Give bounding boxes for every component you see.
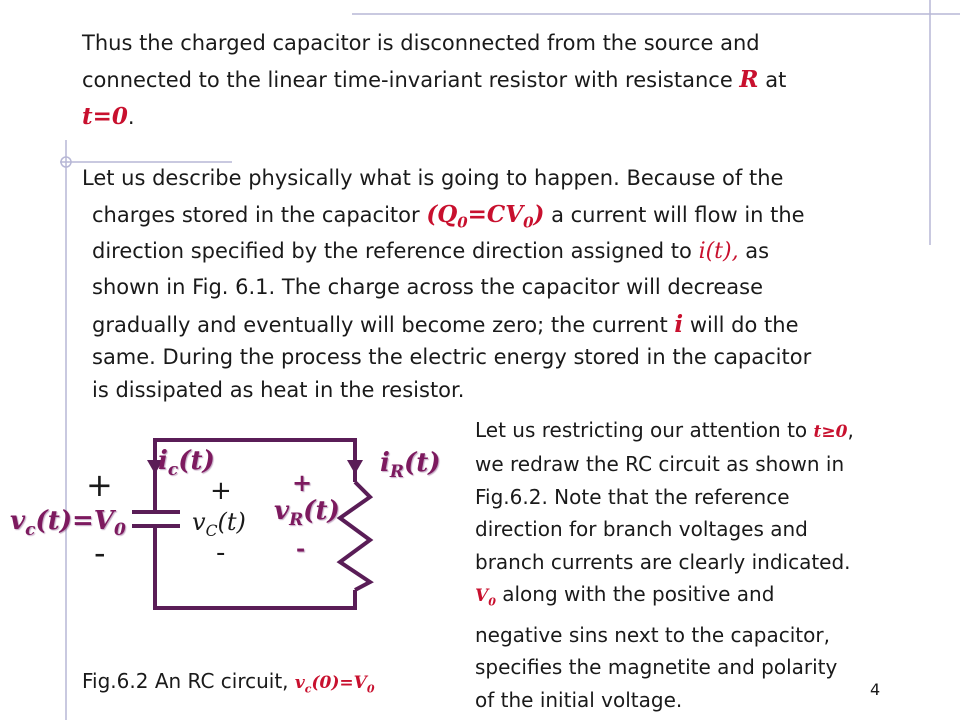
vc-plus: + — [210, 476, 232, 506]
paragraph3-line5: branch currents are clearly indicated. — [475, 549, 851, 574]
paragraph1-line2: connected to the linear time-invariant resistor with resistance R at — [82, 66, 787, 93]
t-geq-zero: t≥0 — [813, 422, 848, 442]
ic-label: $i_c(t)$ — [158, 446, 215, 480]
paragraph2-line7: is dissipated as heat in the resistor. — [92, 378, 465, 402]
vr-plus: + — [292, 468, 313, 497]
bottom-wire — [155, 528, 355, 608]
vc0-minus: - — [94, 534, 106, 572]
vc0-plus: + — [86, 466, 113, 504]
vc-minus: - — [216, 538, 226, 568]
paragraph3-line1: Let us restricting our attention to t≥0, — [475, 418, 854, 442]
resistor-zigzag — [340, 482, 370, 590]
paragraph3-line8: specifies the magnetite and polarity — [475, 655, 838, 680]
time-zero: t=0 — [82, 103, 128, 130]
resistance-symbol: R — [739, 66, 759, 93]
paragraph3-line7: negative sins next to the capacitor, — [475, 622, 830, 647]
paragraph3-line6: $V_0$ along with the positive and — [475, 582, 775, 609]
vc0-label: $v_c(t)=V_0$ — [10, 506, 126, 540]
paragraph1-line1: Thus the charged capacitor is disconnected from the source and — [82, 31, 760, 55]
paragraph3-line3: Fig.6.2. Note that the reference — [475, 484, 790, 509]
paragraph2-line4: shown in Fig. 6.1. The charge across the capacitor will decrease — [92, 275, 764, 299]
paragraph1-line3: t=0. — [82, 103, 135, 130]
paragraph2-line5: gradually and eventually will become zero; the current i will do the — [92, 311, 799, 338]
ir-arrow — [347, 460, 363, 474]
vr-label: $v_R(t)$ — [274, 496, 340, 530]
v0-symbol: $V_0$ — [475, 586, 496, 609]
caption-equation: $v_c(0)=V_0$ — [294, 673, 375, 696]
figure-caption: Fig.6.2 An RC circuit, $v_c(0)=V_0$ — [82, 669, 375, 696]
paragraph2-line1: Let us describe physically what is going to happen. Because of the — [82, 166, 784, 190]
paragraph3 — [475, 414, 854, 716]
paragraph3-line9: of the initial voltage. — [475, 687, 683, 712]
page-number: 4 — [870, 680, 881, 699]
paragraph3-line2: we redraw the RC circuit as shown in — [475, 452, 845, 477]
ir-label: $i_R(t)$ — [380, 448, 441, 482]
charge-equation: $(Q_0=CV_0)$ — [426, 201, 545, 232]
vc-label: $v_C(t)$ — [192, 508, 246, 540]
paragraph3-line4: direction for branch voltages and — [475, 517, 808, 542]
current-symbol: i(t), — [698, 239, 739, 264]
current-i: i — [674, 311, 684, 338]
paragraph2-line2: charges stored in the capacitor $(Q_0=CV_0)$ a current will flow in the — [92, 201, 805, 232]
paragraph2-line6: same. During the process the electric energy stored in the capacitor — [92, 345, 812, 369]
paragraph2-line3: direction specified by the reference direction assigned to i(t), as — [92, 239, 770, 264]
vr-minus: - — [296, 536, 306, 562]
